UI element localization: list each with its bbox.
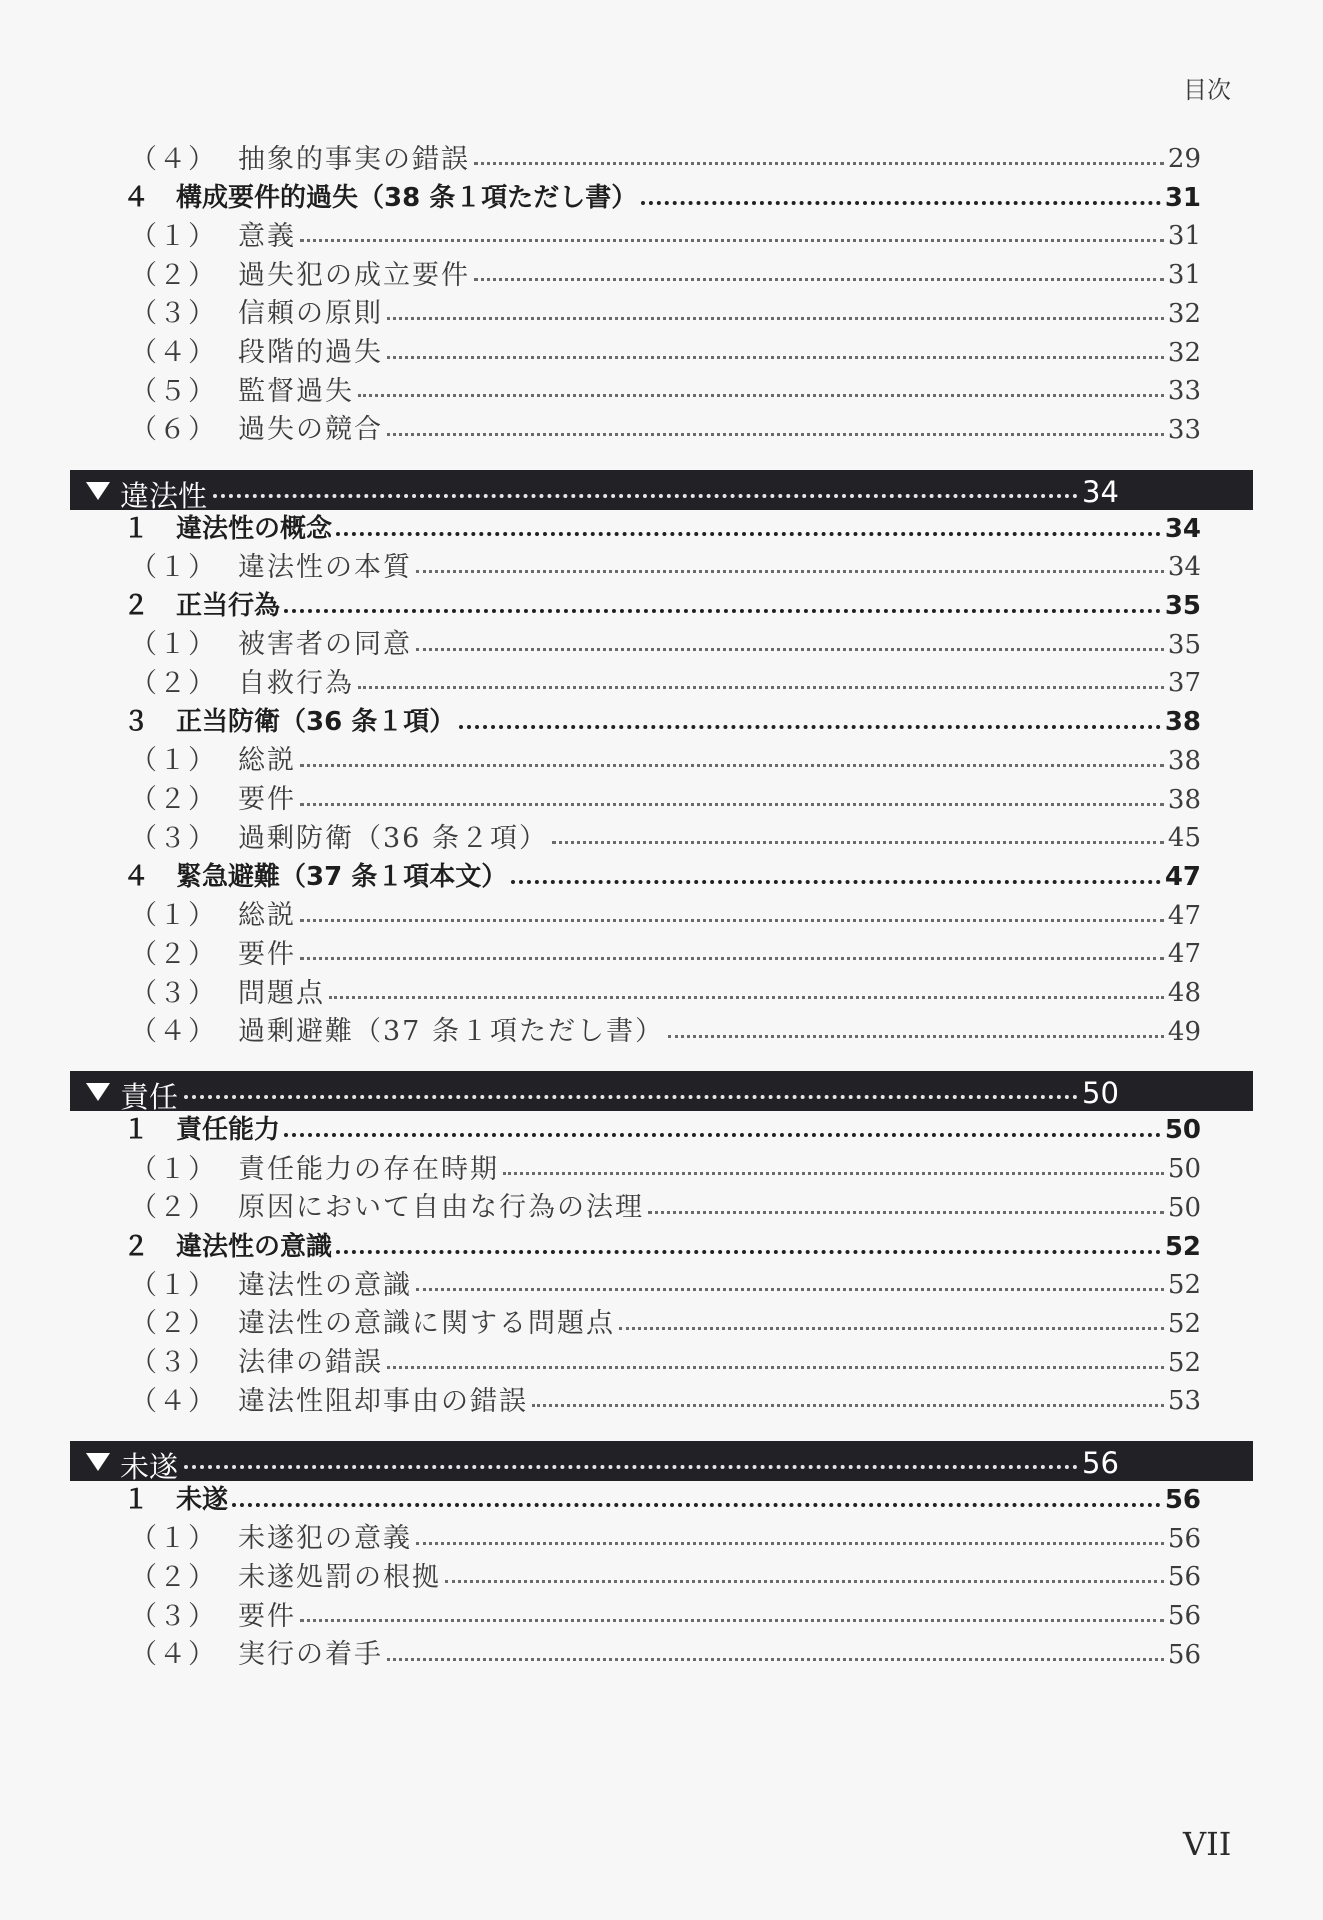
dot-leader xyxy=(387,433,1164,436)
entry-title: 違法性阻却事由の錯誤 xyxy=(238,1385,528,1417)
entry-title: 責任能力の存在時期 xyxy=(238,1153,499,1185)
entry-page-number: 52 xyxy=(1167,1270,1201,1301)
entry-page-number: 38 xyxy=(1167,784,1201,815)
chapter-page-number: 56 xyxy=(1082,1446,1119,1480)
toc-subsection-entry[interactable] xyxy=(0,372,1323,410)
entry-number: （２） xyxy=(130,784,217,815)
dot-leader xyxy=(416,1542,1164,1545)
entry-page-number: 29 xyxy=(1167,144,1201,174)
entry-page-number: 47 xyxy=(1167,939,1201,970)
dot-leader xyxy=(329,996,1164,999)
toc-subsection-entry[interactable] xyxy=(0,1266,1323,1304)
entry-title: 原因において自由な行為の法理 xyxy=(238,1192,644,1224)
entry-number: （２） xyxy=(130,259,217,291)
entry-title: 未遂処罰の根拠 xyxy=(238,1561,441,1593)
entry-number: （４） xyxy=(130,1385,217,1417)
entry-page-number: 52 xyxy=(1164,1231,1201,1262)
entry-number: （５） xyxy=(130,375,217,407)
entry-page-number: 56 xyxy=(1164,1485,1201,1515)
entry-number: （１） xyxy=(130,1153,217,1185)
toc-section-entry[interactable] xyxy=(0,587,1323,625)
entry-page-number: 31 xyxy=(1167,260,1201,291)
entry-title: 緊急避難（37 条１項本文） xyxy=(176,861,508,892)
dot-leader xyxy=(300,919,1164,922)
dot-leader xyxy=(284,609,1161,613)
toc-subsection-entry[interactable] xyxy=(0,626,1323,664)
entry-title: 要件 xyxy=(238,938,296,970)
entry-page-number: 47 xyxy=(1167,900,1201,931)
entry-page-number: 37 xyxy=(1167,668,1201,699)
entry-page-number: 50 xyxy=(1167,1192,1201,1223)
entry-number: （３） xyxy=(130,1347,217,1379)
toc-section-entry[interactable] xyxy=(0,510,1323,548)
entry-page-number: 34 xyxy=(1164,513,1201,544)
toc-subsection-entry[interactable] xyxy=(0,1520,1323,1558)
page-folio: VII xyxy=(1183,1825,1232,1863)
entry-number: （４） xyxy=(130,1639,217,1671)
entry-page-number: 56 xyxy=(1167,1562,1201,1593)
entry-number: （１） xyxy=(130,1269,217,1301)
entry-number: （４） xyxy=(130,143,217,175)
dot-leader xyxy=(387,1366,1164,1369)
entry-title: 過剰避難（37 条１項ただし書） xyxy=(238,1016,664,1048)
chapter-page-number: 50 xyxy=(1082,1076,1119,1111)
dot-leader xyxy=(336,1250,1161,1254)
dot-leader xyxy=(459,725,1161,729)
dot-leader xyxy=(641,201,1161,205)
toc-section-entry[interactable] xyxy=(0,1228,1323,1266)
entry-page-number: 50 xyxy=(1167,1154,1201,1185)
toc-subsection-entry[interactable] xyxy=(0,1636,1323,1674)
entry-number: （３） xyxy=(130,298,217,330)
entry-title: 未遂犯の意義 xyxy=(238,1523,412,1555)
entry-title: 自救行為 xyxy=(238,667,354,699)
entry-title: 未遂 xyxy=(176,1485,229,1515)
entry-number: １ xyxy=(123,1485,150,1515)
entry-number: （２） xyxy=(130,667,217,699)
toc-subsection-entry[interactable] xyxy=(0,140,1323,178)
entry-page-number: 31 xyxy=(1164,182,1201,213)
chapter-page-number: 34 xyxy=(1082,474,1119,509)
toc-subsection-entry[interactable] xyxy=(0,1013,1323,1051)
entry-title: 段階的過失 xyxy=(238,337,383,368)
toc-subsection-entry[interactable] xyxy=(0,819,1323,857)
entry-title: 信頼の原則 xyxy=(238,298,383,330)
entry-title: 要件 xyxy=(238,1600,296,1632)
dot-leader xyxy=(336,532,1161,536)
entry-page-number: 33 xyxy=(1167,376,1201,407)
entry-title: 過失の競合 xyxy=(238,414,383,446)
toc-section-entry[interactable] xyxy=(0,858,1323,896)
dot-leader xyxy=(184,1095,1078,1099)
toc-section-entry[interactable] xyxy=(0,703,1323,741)
dot-leader xyxy=(552,841,1164,844)
entry-number: （１） xyxy=(130,745,217,777)
entry-number: １ xyxy=(123,1115,150,1146)
triangle-marker-icon xyxy=(86,482,110,500)
toc-section-entry[interactable] xyxy=(0,1111,1323,1149)
toc-subsection-entry[interactable] xyxy=(0,1558,1323,1596)
entry-title: 要件 xyxy=(238,784,296,815)
dot-leader xyxy=(503,1172,1164,1175)
entry-number: （２） xyxy=(130,1308,217,1340)
dot-leader xyxy=(387,356,1164,359)
entry-number: １ xyxy=(123,513,150,544)
dot-leader xyxy=(668,1035,1164,1038)
entry-page-number: 56 xyxy=(1167,1523,1201,1554)
dot-leader xyxy=(300,239,1164,242)
entry-title: 意義 xyxy=(238,220,296,252)
toc-subsection-entry[interactable] xyxy=(0,935,1323,973)
toc-subsection-entry[interactable] xyxy=(0,1382,1323,1420)
entry-number: （１） xyxy=(130,1523,217,1555)
entry-number: （４） xyxy=(130,1016,217,1048)
entry-title: 監督過失 xyxy=(238,375,354,407)
toc-subsection-entry[interactable] xyxy=(0,411,1323,449)
entry-page-number: 52 xyxy=(1167,1347,1201,1378)
chapter-title: 責任 xyxy=(120,1080,179,1115)
dot-leader xyxy=(300,1619,1164,1622)
toc-subsection-entry[interactable] xyxy=(0,742,1323,780)
entry-page-number: 32 xyxy=(1167,298,1201,329)
dot-leader xyxy=(284,1133,1161,1137)
dot-leader xyxy=(358,686,1164,689)
entry-page-number: 34 xyxy=(1167,552,1201,583)
entry-title: 違法性の本質 xyxy=(238,551,412,583)
chapter-title: 未遂 xyxy=(120,1450,179,1484)
entry-page-number: 35 xyxy=(1167,629,1201,660)
toc-subsection-entry[interactable] xyxy=(0,664,1323,702)
entry-title: 違法性の意識 xyxy=(238,1269,412,1301)
toc-subsection-entry[interactable] xyxy=(0,1305,1323,1343)
entry-number: ２ xyxy=(123,591,150,621)
entry-page-number: 45 xyxy=(1167,823,1201,854)
toc-subsection-entry[interactable] xyxy=(0,334,1323,372)
entry-title: 違法性の概念 xyxy=(176,513,333,544)
entry-number: （２） xyxy=(130,1561,217,1593)
toc-subsection-entry[interactable] xyxy=(0,1344,1323,1382)
dot-leader xyxy=(300,803,1164,806)
entry-number: ３ xyxy=(123,707,150,738)
entry-number: （３） xyxy=(130,977,217,1009)
entry-number: （２） xyxy=(130,1192,217,1224)
toc-section-entry[interactable] xyxy=(0,1481,1323,1519)
dot-leader xyxy=(387,1658,1164,1661)
dot-leader xyxy=(300,957,1164,960)
entry-number: ４ xyxy=(123,182,150,213)
entry-title: 総説 xyxy=(238,745,296,777)
entry-page-number: 49 xyxy=(1167,1016,1201,1047)
entry-page-number: 53 xyxy=(1167,1386,1201,1417)
entry-title: 責任能力 xyxy=(176,1115,281,1146)
entry-title: 正当防衛（36 条１項） xyxy=(176,707,456,738)
dot-leader xyxy=(445,1580,1164,1583)
entry-page-number: 38 xyxy=(1164,707,1201,738)
toc-subsection-entry[interactable] xyxy=(0,295,1323,333)
toc-subsection-entry[interactable] xyxy=(0,974,1323,1012)
entry-title: 過失犯の成立要件 xyxy=(238,259,470,291)
entry-title: 抽象的事実の錯誤 xyxy=(238,143,470,175)
entry-page-number: 56 xyxy=(1167,1601,1201,1632)
entry-number: ２ xyxy=(123,1231,150,1262)
dot-leader xyxy=(358,394,1164,397)
chapter-heading xyxy=(70,1071,1253,1115)
entry-number: （３） xyxy=(130,1600,217,1632)
triangle-marker-icon xyxy=(86,1453,110,1471)
entry-number: （２） xyxy=(130,938,217,970)
entry-page-number: 31 xyxy=(1167,221,1201,252)
toc-subsection-entry[interactable] xyxy=(0,1597,1323,1635)
entry-page-number: 56 xyxy=(1167,1639,1201,1670)
triangle-marker-icon xyxy=(86,1083,110,1101)
dot-leader xyxy=(184,1465,1078,1469)
entry-page-number: 33 xyxy=(1167,414,1201,445)
entry-title: 構成要件的過失（38 条１項ただし書） xyxy=(176,182,638,213)
dot-leader xyxy=(416,648,1164,651)
entry-number: （１） xyxy=(130,629,217,661)
entry-number: （１） xyxy=(130,551,217,583)
toc-subsection-entry[interactable] xyxy=(0,1189,1323,1227)
dot-leader xyxy=(232,1503,1161,1507)
entry-page-number: 47 xyxy=(1164,861,1201,892)
entry-number: （４） xyxy=(130,337,217,368)
toc-subsection-entry[interactable] xyxy=(0,1150,1323,1188)
dot-leader xyxy=(474,162,1164,165)
chapter-heading xyxy=(70,470,1253,513)
entry-title: 被害者の同意 xyxy=(238,629,412,661)
entry-page-number: 48 xyxy=(1167,978,1201,1008)
entry-title: 総説 xyxy=(238,900,296,932)
entry-number: ４ xyxy=(123,861,150,892)
entry-number: （１） xyxy=(130,900,217,932)
dot-leader xyxy=(474,278,1164,281)
entry-title: 実行の着手 xyxy=(238,1639,383,1671)
toc-subsection-entry[interactable] xyxy=(0,217,1323,255)
dot-leader xyxy=(213,494,1078,498)
dot-leader xyxy=(619,1327,1164,1330)
dot-leader xyxy=(648,1211,1164,1214)
chapter-heading xyxy=(70,1441,1253,1484)
entry-title: 違法性の意識 xyxy=(176,1231,333,1262)
dot-leader xyxy=(416,1288,1164,1291)
toc-section-entry[interactable] xyxy=(0,179,1323,217)
entry-number: （１） xyxy=(130,220,217,252)
entry-page-number: 32 xyxy=(1167,337,1201,368)
entry-number: （３） xyxy=(130,822,217,854)
entry-title: 法律の錯誤 xyxy=(238,1347,383,1379)
entry-title: 問題点 xyxy=(238,977,325,1009)
entry-title: 過剰防衛（36 条２項） xyxy=(238,822,548,854)
dot-leader xyxy=(511,880,1161,884)
entry-page-number: 38 xyxy=(1167,745,1201,776)
dot-leader xyxy=(300,764,1164,767)
toc-subsection-entry[interactable] xyxy=(0,548,1323,586)
dot-leader xyxy=(387,317,1164,320)
entry-number: （６） xyxy=(130,414,217,446)
entry-title: 違法性の意識に関する問題点 xyxy=(238,1308,615,1340)
dot-leader xyxy=(532,1404,1164,1407)
entry-title: 正当行為 xyxy=(176,591,281,621)
dot-leader xyxy=(416,570,1164,573)
entry-page-number: 52 xyxy=(1167,1308,1201,1339)
running-head: 目次 xyxy=(1183,76,1231,104)
entry-page-number: 35 xyxy=(1164,591,1201,621)
toc-subsection-entry[interactable] xyxy=(0,897,1323,935)
toc-subsection-entry[interactable] xyxy=(0,781,1323,819)
chapter-title: 違法性 xyxy=(120,478,208,513)
entry-page-number: 50 xyxy=(1164,1115,1201,1146)
toc-subsection-entry[interactable] xyxy=(0,256,1323,294)
